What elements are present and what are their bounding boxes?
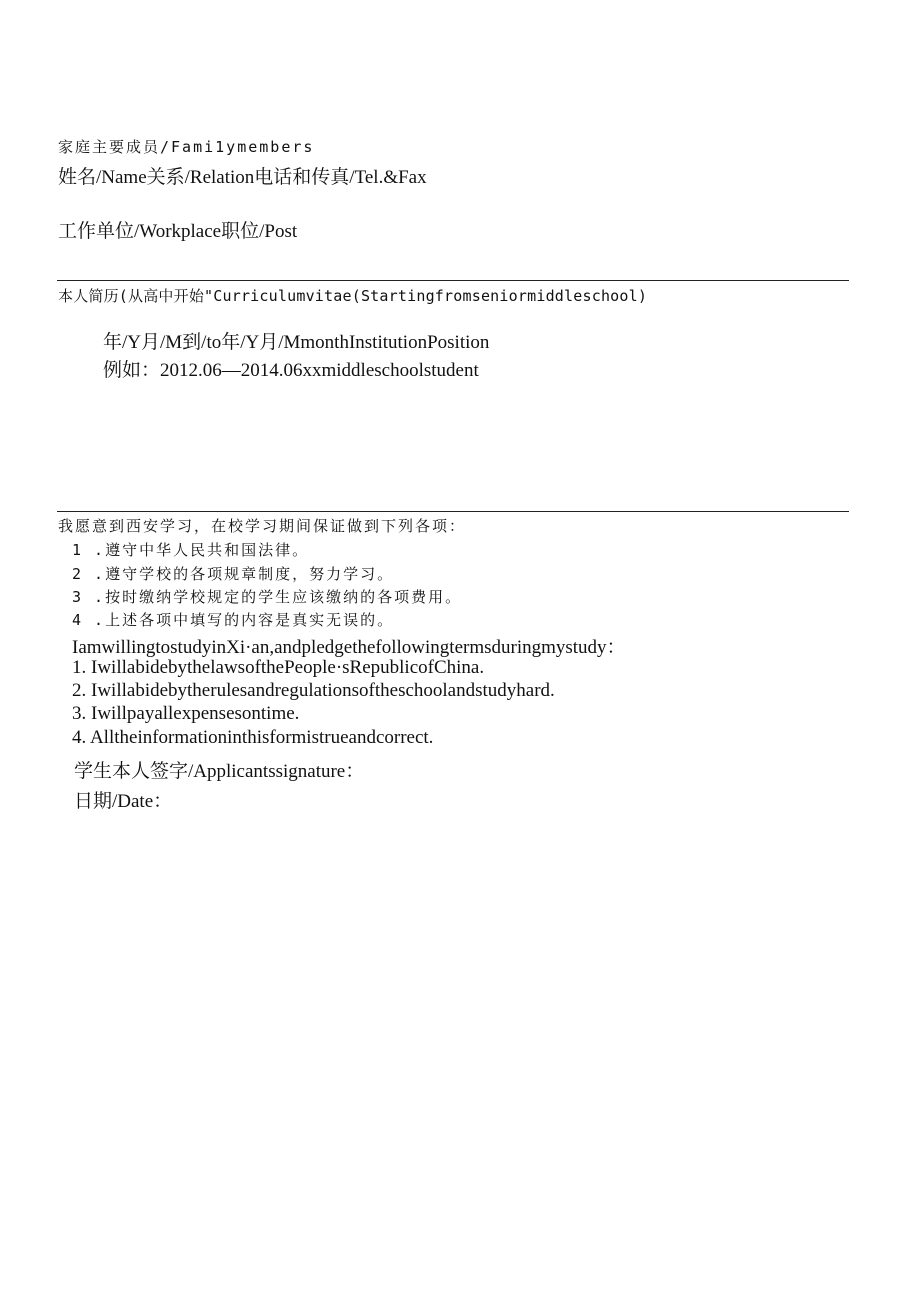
cv-columns: 年/Y月/M到/to年/Y月/MmonthInstitutionPosition <box>103 332 490 353</box>
date-label: 日期/Date： <box>74 791 173 812</box>
pledge-intro-cn: 我愿意到西安学习，在校学习期间保证做到下列各项： <box>58 517 467 535</box>
pledge-intro-en: IamwillingtostudyinXi·an,andpledgethefollowingtermsduringmystudy： <box>72 637 626 658</box>
divider-line <box>57 511 849 512</box>
family-members-heading: 家庭主要成员/Fami1ymembers <box>58 138 315 156</box>
cv-heading: 本人简历(从高中开始"Curriculumvitae(Startingfromseniormiddleschool) <box>58 287 648 305</box>
pledge-item-cn: 3 .按时缴纳学校规定的学生应该缴纳的各项费用。 <box>72 588 463 606</box>
family-members-columns-row1: 姓名/Name关系/Relation电话和传真/Tel.&Fax <box>58 167 427 188</box>
applicant-signature-label: 学生本人签字/Applicantssignature： <box>74 761 365 782</box>
divider-line <box>57 280 849 281</box>
pledge-item-en: 1. IwillabidebythelawsofthePeople·sRepublicofChina. <box>72 657 485 678</box>
cv-example: 例如：2012.06—2014.06xxmiddleschoolstudent <box>103 360 479 381</box>
family-members-columns-row2: 工作单位/Workplace职位/Post <box>58 221 298 242</box>
pledge-item-cn: 1 .遵守中华人民共和国法律。 <box>72 541 310 559</box>
pledge-item-cn: 4 .上述各项中填写的内容是真实无误的。 <box>72 611 395 629</box>
pledge-item-en: 2. Iwillabidebytherulesandregulationsoftheschoolandstudyhard. <box>72 680 555 701</box>
pledge-item-en: 3. Iwillpayallexpensesontime. <box>72 703 300 724</box>
pledge-item-en: 4. Alltheinformationinthisformistrueandcorrect. <box>72 727 434 748</box>
pledge-item-cn: 2 .遵守学校的各项规章制度，努力学习。 <box>72 565 395 583</box>
